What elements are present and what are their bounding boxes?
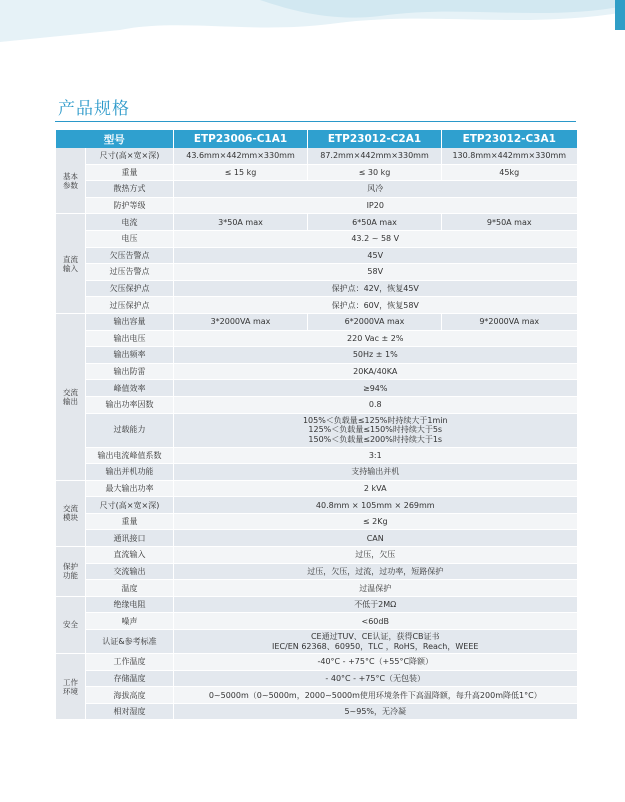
table-row — [56, 380, 577, 397]
table-row — [56, 530, 577, 547]
row-label: 过压告警点 — [86, 264, 174, 281]
table-row — [56, 447, 577, 464]
value-cell: 20KA/40KA — [174, 363, 577, 380]
value-cell: 6*2000VA max — [308, 313, 442, 330]
row-label: 直流输入 — [86, 547, 174, 564]
category-cell: 交流 模块 — [56, 480, 86, 546]
column-header-model: 型号 — [56, 130, 174, 148]
value-cell: ≤ 30 kg — [308, 164, 442, 181]
value-cell: ≤ 2Kg — [174, 513, 577, 530]
row-label: 电压 — [86, 230, 174, 247]
corner-accent-bar — [615, 0, 625, 30]
value-cell: -40°C - +75°C（+55°C降额） — [174, 654, 577, 671]
value-cell: 9*50A max — [442, 214, 577, 231]
table-row — [56, 214, 577, 231]
table-row — [56, 547, 577, 564]
table-row — [56, 197, 577, 214]
table-row — [56, 347, 577, 364]
row-label: 存储温度 — [86, 670, 174, 687]
row-label: 电流 — [86, 214, 174, 231]
column-header-c1a1: ETP23006-C1A1 — [174, 130, 308, 148]
row-label: 温度 — [86, 580, 174, 597]
row-label: 重量 — [86, 513, 174, 530]
value-cell: - 40°C - +75°C（无包装） — [174, 670, 577, 687]
row-label: 相对湿度 — [86, 703, 174, 720]
value-cell: 43.6mm×442mm×330mm — [174, 148, 308, 164]
row-label: 海拔高度 — [86, 687, 174, 704]
table-row — [56, 148, 577, 164]
value-cell: 3*50A max — [174, 214, 308, 231]
table-row — [56, 396, 577, 413]
table-row — [56, 613, 577, 630]
category-cell: 交流 输出 — [56, 313, 86, 480]
table-row — [56, 513, 577, 530]
value-cell: 不低于2MΩ — [174, 596, 577, 613]
row-label: 输出电压 — [86, 330, 174, 347]
value-cell: 风冷 — [174, 181, 577, 198]
table-row — [56, 654, 577, 671]
value-cell: 6*50A max — [308, 214, 442, 231]
row-label: 过压保护点 — [86, 297, 174, 314]
category-cell: 安全 — [56, 596, 86, 653]
value-cell: 3:1 — [174, 447, 577, 464]
title-divider — [55, 121, 576, 122]
category-cell: 直流 输入 — [56, 214, 86, 314]
table-row — [56, 164, 577, 181]
value-cell: 5~95%，无冷凝 — [174, 703, 577, 720]
value-cell: 3*2000VA max — [174, 313, 308, 330]
column-header-c3a1: ETP23012-C3A1 — [442, 130, 577, 148]
value-cell: 保护点：42V，恢复45V — [174, 280, 577, 297]
row-label: 欠压保护点 — [86, 280, 174, 297]
value-cell: CAN — [174, 530, 577, 547]
value-cell: 0~5000m（0~5000m，2000~5000m使用环境条件下高温降额，每升高200m降低1°C） — [174, 687, 577, 704]
value-cell: 50Hz ± 1% — [174, 347, 577, 364]
table-row — [56, 563, 577, 580]
row-label: 过载能力 — [86, 413, 174, 447]
row-label: 交流输出 — [86, 563, 174, 580]
table-row — [56, 630, 577, 654]
table-row — [56, 247, 577, 264]
value-cell: 过温保护 — [174, 580, 577, 597]
value-cell: IP20 — [174, 197, 577, 214]
table-row — [56, 464, 577, 481]
row-label: 输出频率 — [86, 347, 174, 364]
value-cell: 支持输出并机 — [174, 464, 577, 481]
value-cell: 43.2 ~ 58 V — [174, 230, 577, 247]
row-label: 输出防雷 — [86, 363, 174, 380]
row-label: 输出电流峰值系数 — [86, 447, 174, 464]
value-cell: 40.8mm × 105mm × 269mm — [174, 497, 577, 514]
table-row — [56, 280, 577, 297]
table-row — [56, 230, 577, 247]
value-cell: ≥94% — [174, 380, 577, 397]
value-cell: 过压，欠压 — [174, 547, 577, 564]
table-row — [56, 580, 577, 597]
table-row — [56, 670, 577, 687]
header-decoration — [0, 0, 625, 60]
value-cell: <60dB — [174, 613, 577, 630]
value-cell: 58V — [174, 264, 577, 281]
column-header-c2a1: ETP23012-C2A1 — [308, 130, 442, 148]
value-cell: 45kg — [442, 164, 577, 181]
row-label: 欠压告警点 — [86, 247, 174, 264]
table-row — [56, 480, 577, 497]
row-label: 最大输出功率 — [86, 480, 174, 497]
row-label: 尺寸(高×宽×深) — [86, 148, 174, 164]
table-row — [56, 497, 577, 514]
table-row — [56, 703, 577, 720]
value-cell: 105%＜负载量≤125%时持续大于1min 125%＜负载量≤150%时持续大于5s 150%＜负载量≤200%时持续大于1s — [174, 413, 577, 447]
row-label: 输出并机功能 — [86, 464, 174, 481]
row-label: 输出功率因数 — [86, 396, 174, 413]
value-cell: 2 kVA — [174, 480, 577, 497]
value-cell: 9*2000VA max — [442, 313, 577, 330]
row-label: 散热方式 — [86, 181, 174, 198]
value-cell: CE通过TUV、CE认证，获得CB证书 IEC/EN 62368、60950，TLC ，RoHS，Reach，WEEE — [174, 630, 577, 654]
table-row — [56, 313, 577, 330]
row-label: 重量 — [86, 164, 174, 181]
row-label: 峰值效率 — [86, 380, 174, 397]
row-label: 认证&参考标准 — [86, 630, 174, 654]
page-title: 产品规格 — [58, 99, 130, 119]
value-cell: 45V — [174, 247, 577, 264]
table-header-row — [56, 130, 577, 148]
row-label: 通讯接口 — [86, 530, 174, 547]
value-cell: ≤ 15 kg — [174, 164, 308, 181]
row-label: 尺寸(高×宽×深) — [86, 497, 174, 514]
table-row — [56, 330, 577, 347]
category-cell: 保护 功能 — [56, 547, 86, 597]
table-row — [56, 596, 577, 613]
table-row — [56, 687, 577, 704]
row-label: 防护等级 — [86, 197, 174, 214]
row-label: 噪声 — [86, 613, 174, 630]
table-row — [56, 297, 577, 314]
value-cell: 130.8mm×442mm×330mm — [442, 148, 577, 164]
category-cell: 工作 环境 — [56, 654, 86, 720]
value-cell: 0.8 — [174, 396, 577, 413]
row-label: 绝缘电阻 — [86, 596, 174, 613]
value-cell: 保护点：60V，恢复58V — [174, 297, 577, 314]
row-label: 工作温度 — [86, 654, 174, 671]
table-row — [56, 413, 577, 447]
table-row — [56, 181, 577, 198]
value-cell: 220 Vac ± 2% — [174, 330, 577, 347]
value-cell: 87.2mm×442mm×330mm — [308, 148, 442, 164]
value-cell: 过压，欠压，过流，过功率，短路保护 — [174, 563, 577, 580]
row-label: 输出容量 — [86, 313, 174, 330]
category-cell: 基本 参数 — [56, 148, 86, 214]
table-row — [56, 363, 577, 380]
table-row — [56, 264, 577, 281]
spec-table — [55, 130, 577, 720]
